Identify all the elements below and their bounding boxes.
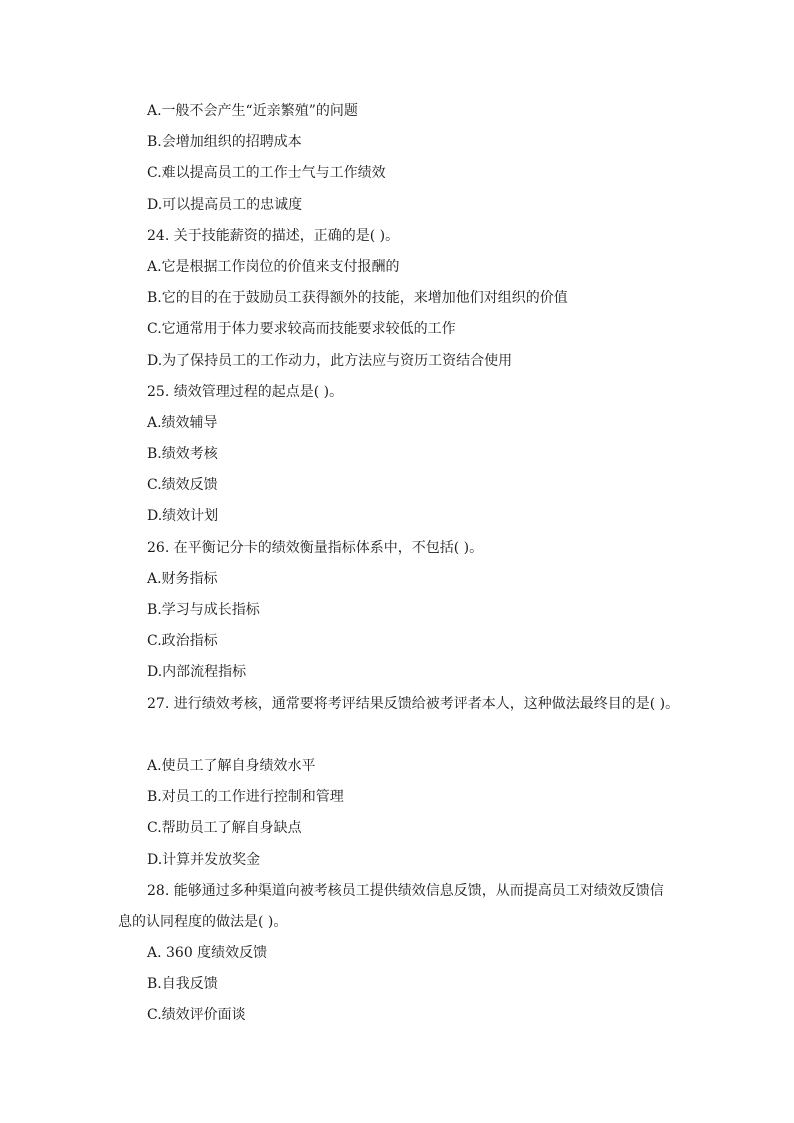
option-c: C.难以提高员工的工作士气与工作绩效 bbox=[147, 165, 386, 182]
option-b: B.学习与成长指标 bbox=[147, 602, 260, 618]
option-b: B.对员工的工作进行控制和管理 bbox=[147, 789, 344, 806]
option-a: A.一般不会产生“近亲繁殖”的问题 bbox=[147, 103, 358, 119]
option-c: C.绩效反馈 bbox=[147, 477, 218, 494]
option-d: D.计算并发放奖金 bbox=[147, 851, 261, 868]
option-a: A. 360 度绩效反馈 bbox=[147, 945, 268, 962]
option-a: A.它是根据工作岗位的价值来支付报酬的 bbox=[147, 258, 400, 275]
question-28: 28. 能够通过多种渠道向被考核员工提供绩效信息反馈，从而提高员工对绩效反馈信 bbox=[147, 882, 664, 899]
option-d: D.绩效计划 bbox=[147, 508, 219, 525]
option-d: D.为了保持员工的工作动力，此方法应与资历工资结合使用 bbox=[147, 352, 513, 369]
option-a: A.财务指标 bbox=[147, 570, 218, 587]
option-d: D.可以提高员工的忠诚度 bbox=[147, 196, 303, 213]
option-a: A.使员工了解自身绩效水平 bbox=[147, 757, 316, 774]
blank-line bbox=[0, 720, 794, 751]
option-d: D.内部流程指标 bbox=[147, 664, 247, 681]
question-24: 24. 关于技能薪资的描述，正确的是( )。 bbox=[147, 227, 400, 244]
option-b: B.会增加组织的招聘成本 bbox=[147, 134, 302, 151]
option-c: C.帮助员工了解自身缺点 bbox=[147, 820, 302, 837]
option-b: B.它的目的在于鼓励员工获得额外的技能，来增加他们对组织的价值 bbox=[147, 290, 568, 307]
option-b: B.自我反馈 bbox=[147, 976, 218, 993]
option-c: C.绩效评价面谈 bbox=[147, 1007, 246, 1024]
option-c: C.政治指标 bbox=[147, 633, 218, 650]
question-25: 25. 绩效管理过程的起点是( )。 bbox=[147, 383, 344, 400]
document-body bbox=[0, 96, 794, 1032]
question-26: 26. 在平衡记分卡的绩效衡量指标体系中，不包括( )。 bbox=[147, 539, 484, 556]
question-28-continuation: 息的认同程度的做法是( )。 bbox=[118, 913, 288, 930]
question-27: 27. 进行绩效考核，通常要将考评结果反馈给被考评者本人，这种做法最终目的是( )。 bbox=[147, 695, 680, 712]
option-b: B.绩效考核 bbox=[147, 446, 218, 463]
option-c: C.它通常用于体力要求较高而技能要求较低的工作 bbox=[147, 321, 456, 338]
option-a: A.绩效辅导 bbox=[147, 414, 218, 431]
